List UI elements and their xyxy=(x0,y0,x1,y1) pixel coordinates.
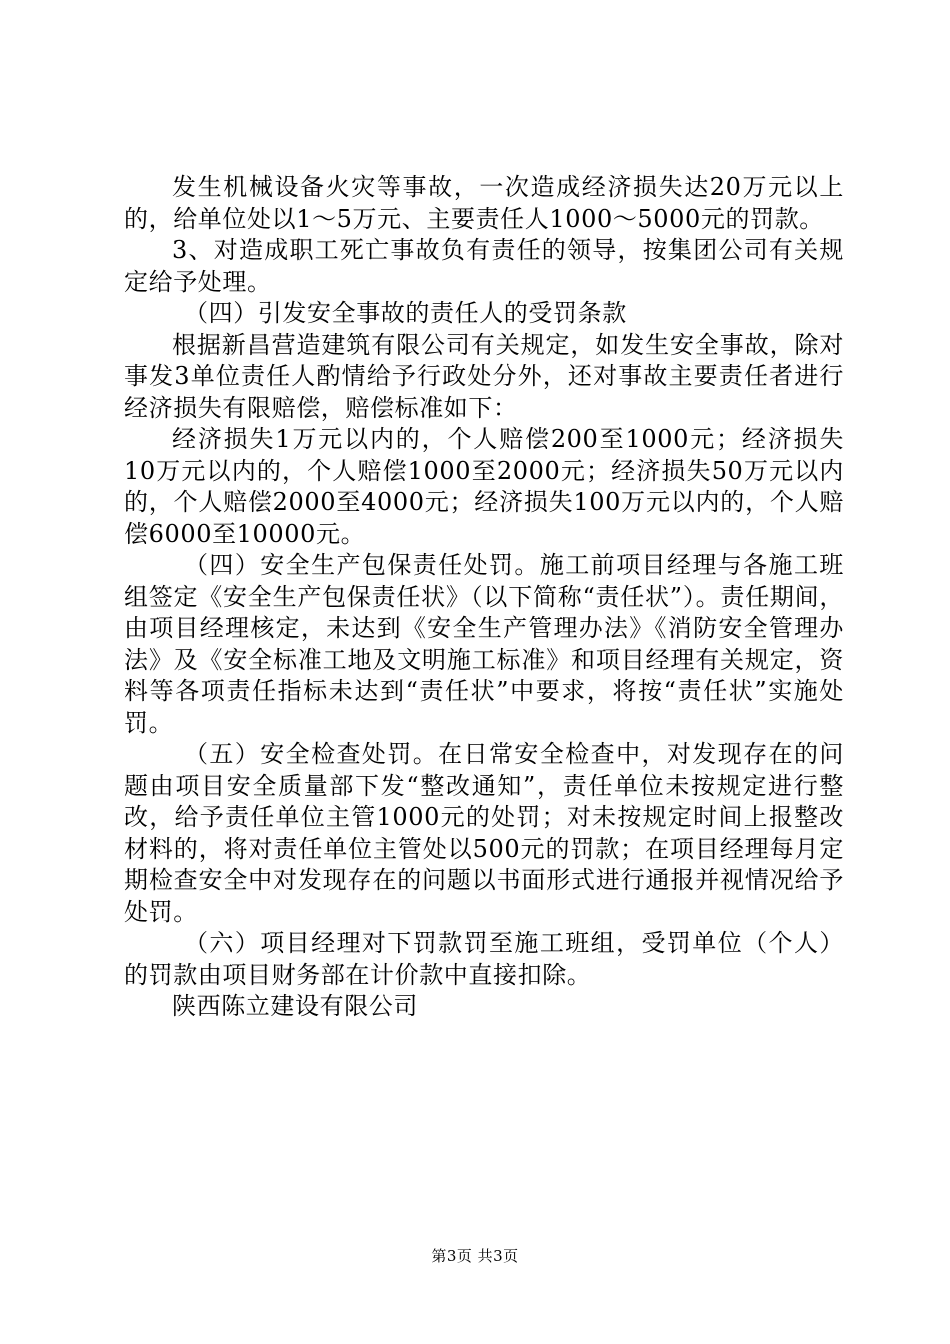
paragraph-fire-accident: 发生机械设备火灾等事故，一次造成经济损失达20万元以上的，给单位处以1～5万元、主要责任人1000～5000元的罚款。 xyxy=(124,173,844,233)
paragraph-compensation-standards: 经济损失1万元以内的，个人赔偿200至1000元；经济损失10万元以内的，个人赔偿1000至2000元；经济损失50万元以内的，个人赔偿2000至4000元；经济损失100万元以内的，个人赔偿6000至10000元。 xyxy=(124,425,844,548)
company-signature: 陕西陈立建设有限公司 xyxy=(172,992,418,1020)
page-footer: 第3页 共3页 xyxy=(431,1247,519,1265)
paragraph-inspection-penalty: （五）安全检查处罚。在日常安全检查中，对发现存在的问题由项目安全质量部下发“整改通知”，责任单位未按规定进行整改，给予责任单位主管1000元的处罚；对未按规定时间上报整改材料的，将对责任单位主管处以500元的罚款；在项目经理每月定期检查安全中对发现存在的问题以书面形式进行通报并视情况给予处罚。 xyxy=(124,740,844,926)
paragraph-fine-deduction: （六）项目经理对下罚款罚至施工班组，受罚单位（个人）的罚款由项目财务部在计价款中直接扣除。 xyxy=(124,929,844,989)
paragraph-fatal-accident: 3、对造成职工死亡事故负有责任的领导，按集团公司有关规定给予处理。 xyxy=(124,236,844,296)
section-heading-penalty-clauses: （四）引发安全事故的责任人的受罚条款 xyxy=(184,299,627,327)
paragraph-compensation-rule: 根据新昌营造建筑有限公司有关规定，如发生安全事故，除对事发3单位责任人酌情给予行政处分外，还对事故主要责任者进行经济损失有限赔偿，赔偿标准如下： xyxy=(124,330,844,422)
paragraph-responsibility-penalty: （四）安全生产包保责任处罚。施工前项目经理与各施工班组签定《安全生产包保责任状》（以下简称“责任状”）。责任期间，由项目经理核定，未达到《安全生产管理办法》《消防安全管理办法》及《安全标准工地及文明施工标准》和项目经理有关规定，资料等各项责任指标未达到“责任状”中要求，将按“责任状”实施处罚。 xyxy=(124,551,844,737)
document-body xyxy=(124,172,844,1023)
